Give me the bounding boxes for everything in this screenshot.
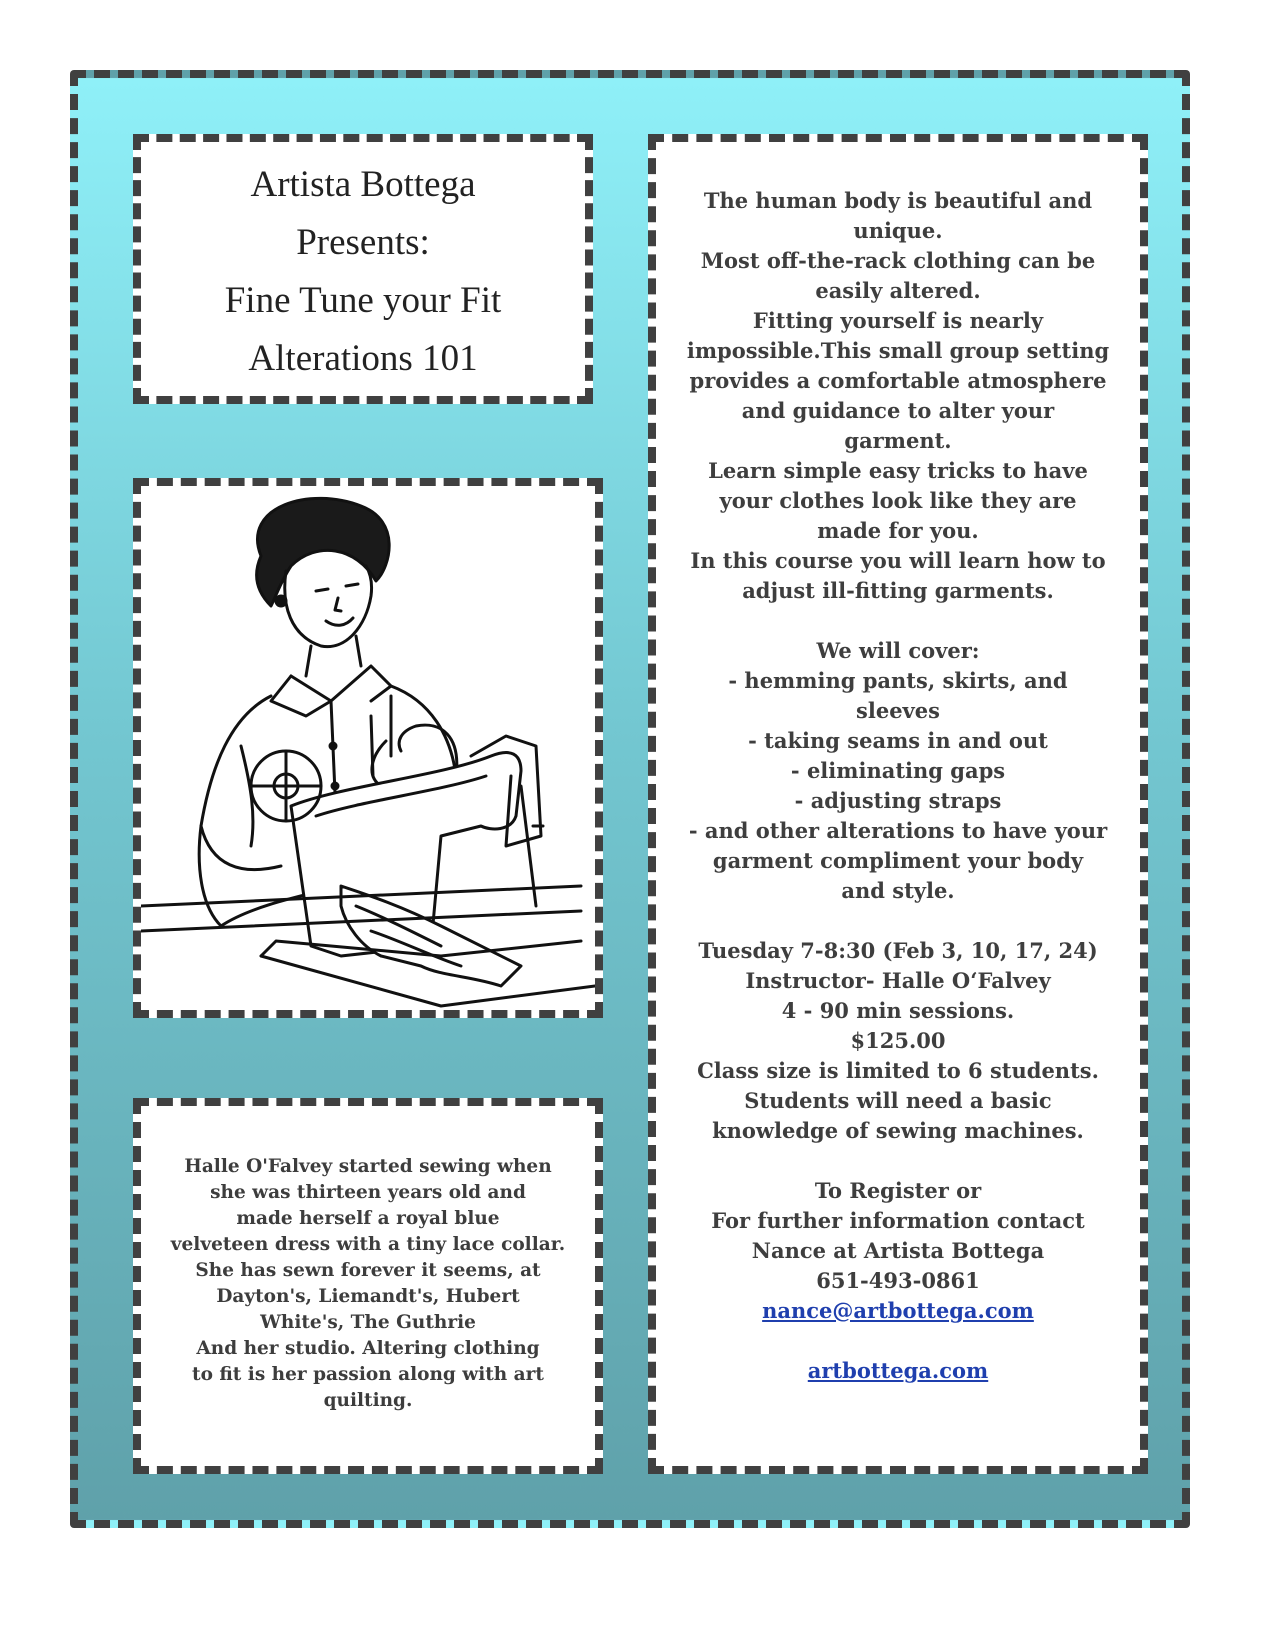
intro-line: easily altered.: [815, 278, 981, 303]
intro-line: Fitting yourself is nearly: [752, 308, 1044, 333]
bio-panel: [133, 1098, 603, 1474]
spacer: [656, 1146, 1140, 1176]
contact-line: To Register or: [814, 1178, 982, 1203]
intro-line: your clothes look like they are: [719, 488, 1077, 513]
intro-line: garment.: [844, 428, 952, 453]
intro-line: Most off-the-rack clothing can be: [700, 248, 1096, 273]
cover-line: - hemming pants, skirts, and: [728, 668, 1068, 693]
instructor-bio: [149, 1154, 587, 1414]
cover-line: - and other alterations to have your: [688, 818, 1108, 843]
contact-line: Nance at Artista Bottega: [751, 1238, 1045, 1263]
bio-line: And her studio. Altering clothing: [196, 1338, 540, 1359]
bio-line: to fit is her passion along with art: [192, 1364, 544, 1385]
spacer: [656, 606, 1140, 636]
details-line: Tuesday 7-8:30 (Feb 3, 10, 17, 24): [698, 938, 1098, 963]
flyer-title: [141, 156, 585, 388]
bio-line: velveteen dress with a tiny lace collar.: [170, 1234, 566, 1255]
spacer: [656, 906, 1140, 936]
contact-line: For further information contact: [711, 1208, 1085, 1233]
intro-line: impossible.This small group setting: [686, 338, 1110, 363]
spacer: [656, 1326, 1140, 1356]
cover-line: sleeves: [856, 698, 940, 723]
cover-line: - eliminating gaps: [790, 758, 1006, 783]
cover-line: and style.: [841, 878, 955, 903]
intro-line: and guidance to alter your: [741, 398, 1055, 423]
cover-line: garment compliment your body: [712, 848, 1084, 873]
bio-line: quilting.: [323, 1390, 413, 1411]
cover-line: We will cover:: [816, 638, 980, 663]
intro-line: In this course you will learn how to: [690, 548, 1106, 573]
bio-line: White's, The Guthrie: [260, 1312, 476, 1333]
bio-line: She has sewn forever it seems, at: [195, 1260, 541, 1281]
title-line: Presents:: [296, 222, 430, 263]
details-line: Instructor- Halle O‘Falvey: [745, 968, 1051, 993]
email-link[interactable]: nance@artbottega.com: [762, 1298, 1034, 1323]
bio-line: made herself a royal blue: [236, 1208, 500, 1229]
intro-line: The human body is beautiful and: [703, 188, 1093, 213]
intro-line: adjust ill-fitting garments.: [742, 578, 1054, 603]
course-info-panel: [648, 134, 1148, 1474]
sewing-woman-illustration-icon: [141, 486, 595, 1010]
details-line: Class size is limited to 6 students.: [697, 1058, 1099, 1083]
phone-number: 651-493-0861: [816, 1268, 980, 1293]
details-line: 4 - 90 min sessions.: [781, 998, 1015, 1023]
intro-line: provides a comfortable atmosphere: [689, 368, 1107, 393]
price: $125.00: [850, 1028, 946, 1053]
illustration-panel: [133, 478, 603, 1018]
title-line: Artista Bottega: [250, 164, 476, 205]
bio-line: Dayton's, Liemandt's, Hubert: [216, 1286, 520, 1307]
details-line: Students will need a basic: [744, 1088, 1052, 1113]
title-line: Alterations 101: [248, 338, 478, 379]
flyer-background: [70, 70, 1190, 1528]
cover-line: - taking seams in and out: [748, 728, 1048, 753]
bio-line: Halle O'Falvey started sewing when: [184, 1156, 552, 1177]
cover-line: - adjusting straps: [794, 788, 1002, 813]
intro-line: unique.: [853, 218, 943, 243]
details-line: knowledge of sewing machines.: [712, 1118, 1084, 1143]
intro-line: Learn simple easy tricks to have: [708, 458, 1088, 483]
title-line: Fine Tune your Fit: [224, 280, 502, 321]
intro-line: made for you.: [817, 518, 979, 543]
course-info-text: [656, 186, 1140, 1386]
website-link[interactable]: artbottega.com: [807, 1358, 989, 1383]
title-panel: [133, 134, 593, 404]
bio-line: she was thirteen years old and: [210, 1182, 526, 1203]
